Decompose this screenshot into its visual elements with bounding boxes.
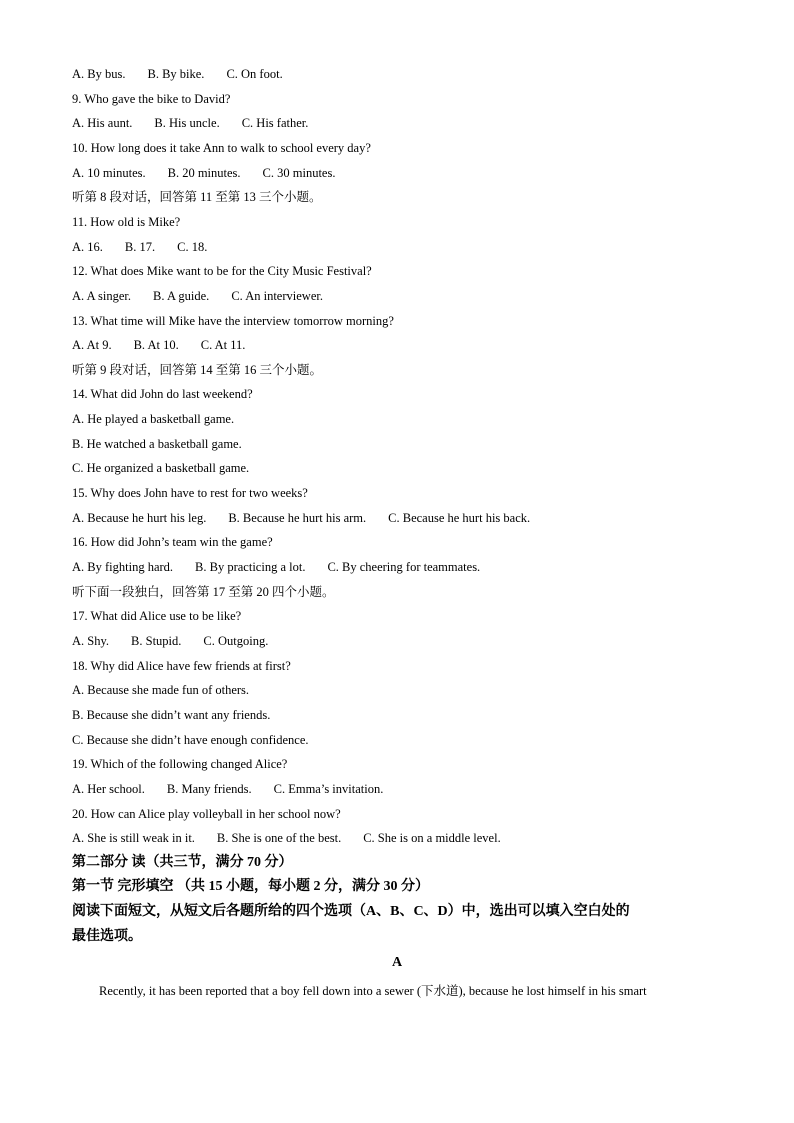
text-line: 15. Why does John have to rest for two weeks?	[72, 486, 308, 501]
answer-option: A. Her school.	[72, 781, 145, 796]
answer-option: B. By bike.	[147, 67, 205, 81]
answer-options-row	[72, 288, 323, 304]
text-line: A. He played a basketball game.	[72, 412, 235, 427]
answer-option: A. 16.	[72, 239, 103, 254]
section-heading: 最佳选项。	[72, 928, 142, 944]
answer-options-row	[72, 66, 283, 82]
text-line: 19. Which of the following changed Alice?	[72, 757, 288, 772]
answer-options-row	[72, 559, 480, 575]
text-line: 9. Who gave the bike to David?	[72, 91, 231, 106]
answer-option: C. 30 minutes.	[262, 165, 336, 180]
answer-options-row	[72, 115, 308, 131]
answer-option: C. At 11.	[200, 338, 246, 353]
text-line: C. He organized a basketball game.	[72, 461, 250, 476]
answer-option: A. 10 minutes.	[72, 165, 146, 180]
text-line: 17. What did Alice use to be like?	[72, 609, 242, 624]
answer-option: B. Many friends.	[166, 781, 252, 796]
section-heading: 第一节 完形填空 （共 15 小题，每小题 2 分，满分 30 分）	[72, 879, 429, 895]
answer-option: A. A singer.	[72, 288, 132, 303]
text-line: 16. How did John’s team win the game?	[72, 535, 273, 550]
answer-option: A. By fighting hard.	[72, 560, 174, 574]
answer-option: B. 20 minutes.	[167, 165, 241, 180]
answer-options-row	[72, 239, 207, 255]
answer-option: B. 17.	[124, 239, 156, 254]
text-line: B. Because she didn’t want any friends.	[72, 707, 271, 722]
answer-option: A. At 9.	[72, 338, 112, 353]
text-line: C. Because she didn’t have enough confidence.	[72, 732, 309, 747]
text-line: 20. How can Alice play volleyball in her school now?	[72, 806, 341, 821]
text-line: B. He watched a basketball game.	[72, 436, 242, 451]
text-line: 听第 8 段对话，回答第 11 至第 13 三个小题。	[72, 190, 322, 205]
answer-option: B. His uncle.	[154, 116, 220, 131]
answer-option: A. By bus.	[72, 67, 126, 81]
section-heading: 阅读下面短文，从短文后各题所给的四个选项（A、B、C、D）中，选出可以填入空白处的	[72, 904, 630, 920]
text-line: 18. Why did Alice have few friends at first?	[72, 658, 291, 673]
passage-title: A	[391, 955, 403, 970]
text-line: 12. What does Mike want to be for the City Music Festival?	[72, 264, 372, 279]
answer-option: B. By practicing a lot.	[195, 560, 306, 574]
answer-option: C. Because he hurt his back.	[388, 510, 531, 525]
text-line: 13. What time will Mike have the interview tomorrow morning?	[72, 313, 394, 328]
answer-option: B. Stupid.	[131, 633, 182, 648]
answer-option: B. A guide.	[153, 288, 210, 303]
section-heading: 第二部分 读（共三节，满分 70 分）	[72, 854, 293, 870]
answer-option: C. Outgoing.	[203, 633, 269, 648]
answer-options-row	[72, 633, 268, 649]
answer-option: C. On foot.	[226, 67, 283, 81]
answer-option: B. She is one of the best.	[216, 831, 342, 846]
text-line: A. Because she made fun of others.	[72, 683, 250, 698]
answer-options-row	[72, 165, 335, 181]
answer-options-row	[72, 337, 245, 353]
text-line: 14. What did John do last weekend?	[72, 387, 253, 402]
answer-option: C. 18.	[177, 239, 208, 254]
answer-option: C. Emma’s invitation.	[273, 781, 384, 796]
answer-option: B. Because he hurt his arm.	[228, 510, 367, 525]
answer-option: C. An interviewer.	[231, 288, 323, 303]
answer-option: A. His aunt.	[72, 116, 133, 131]
answer-options-row	[72, 510, 530, 526]
answer-option: C. She is on a middle level.	[363, 831, 501, 846]
answer-option: A. Because he hurt his leg.	[72, 510, 207, 525]
answer-option: C. By cheering for teammates.	[327, 560, 481, 574]
text-line: 听下面一段独白，回答第 17 至第 20 四个小题。	[72, 584, 335, 599]
answer-option: A. Shy.	[72, 633, 110, 648]
answer-options-row	[72, 830, 501, 846]
text-line: 11. How old is Mike?	[72, 214, 181, 229]
answer-option: B. At 10.	[133, 338, 179, 353]
passage-paragraph: Recently, it has been reported that a boy fell down into a sewer (下水道), because he lost himself in his smart	[99, 984, 647, 998]
answer-options-row	[72, 781, 383, 797]
answer-option: C. His father.	[241, 116, 309, 131]
text-line: 听第 9 段对话，回答第 14 至第 16 三个小题。	[72, 362, 323, 377]
answer-option: A. She is still weak in it.	[72, 831, 195, 846]
text-line: 10. How long does it take Ann to walk to school every day?	[72, 140, 371, 155]
